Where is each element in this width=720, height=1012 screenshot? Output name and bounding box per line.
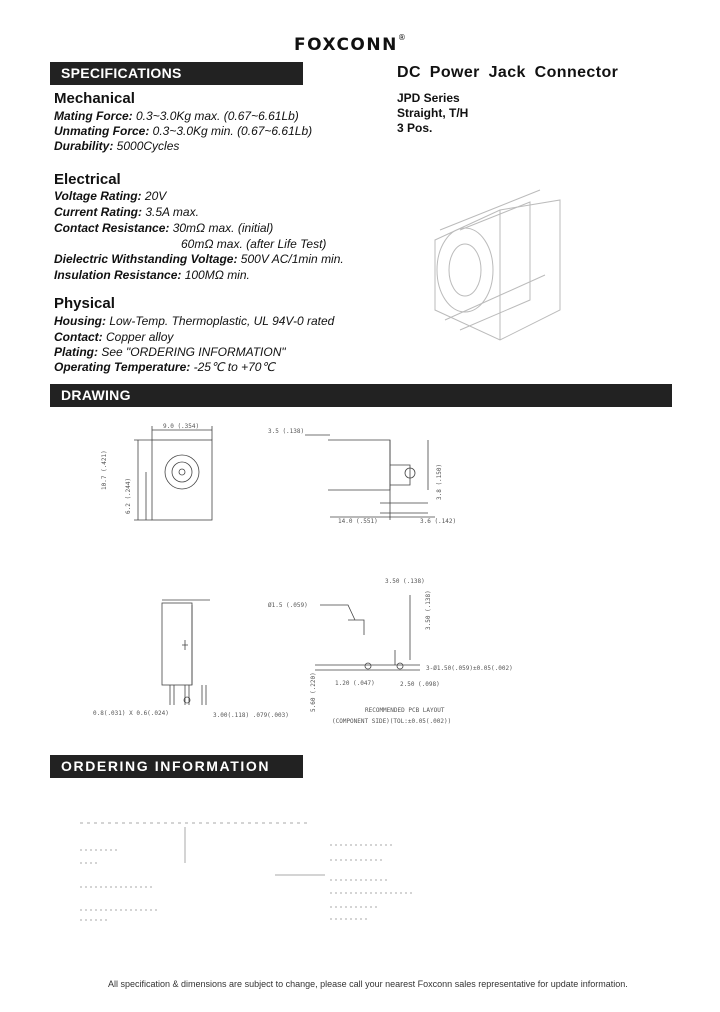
footer-disclaimer: All specification & dimensions are subject to change, please call your nearest Foxconn sales representative for update information.	[108, 979, 628, 989]
ordering-code-diagram	[80, 815, 440, 935]
dim-pcb-left: 5.60 (.220)	[310, 672, 317, 712]
spec-unmating-force: Unmating Force: 0.3~3.0Kg min. (0.67~6.61Lb)	[54, 124, 313, 138]
product-title: DC Power Jack Connector	[397, 64, 619, 81]
dim-side-right: 3.6 (.142)	[420, 518, 457, 525]
pcb-caption-2: (COMPONENT SIDE)(TOL:±0.05(.002))	[332, 718, 452, 725]
dim-front-note: 0.8(.031) X 0.6(.024)	[93, 710, 169, 717]
dim-pcb-note: Ø1.5 (.059)	[268, 602, 308, 609]
spec-plating: Plating: See "ORDERING INFORMATION"	[54, 345, 286, 359]
foxconn-logo: FOXCONN®	[294, 33, 408, 55]
spec-insulation-resistance: Insulation Resistance: 100MΩ min.	[54, 268, 250, 282]
spec-contact-resistance-after: 60mΩ max. (after Life Test)	[181, 237, 327, 251]
dim-pcb-right: 3.50 (.138)	[425, 590, 432, 630]
ordering-information-header: ORDERING INFORMATION	[50, 755, 303, 778]
drawing-header: DRAWING	[50, 384, 672, 407]
dim-pcb-holes: 3-Ø1.50(.059)±0.05(.002)	[426, 665, 513, 672]
dim-side-vertical: 3.8 (.150)	[436, 463, 443, 500]
spec-voltage-rating: Voltage Rating: 20V	[54, 189, 167, 203]
pin-view-drawing	[150, 595, 230, 715]
dim-top-left: 9.0 (.354)	[163, 423, 200, 430]
spec-current-rating: Current Rating: 3.5A max.	[54, 205, 199, 219]
dim-side-bottom: 14.0 (.551)	[338, 518, 378, 525]
product-type: Straight, T/H	[397, 106, 469, 120]
spec-dielectric-voltage: Dielectric Withstanding Voltage: 500V AC/1min min.	[54, 252, 344, 266]
dim-front-bottom: 3.00(.118) .079(.003)	[213, 712, 289, 719]
specifications-header: SPECIFICATIONS	[50, 62, 303, 85]
spec-housing: Housing: Low-Temp. Thermoplastic, UL 94V-0 rated	[54, 314, 335, 328]
spec-contact-resistance: Contact Resistance: 30mΩ max. (initial)	[54, 221, 274, 235]
dim-side-top: 3.5 (.138)	[268, 428, 305, 435]
dim-left-2: 6.2 (.244)	[125, 477, 132, 514]
electrical-heading: Electrical	[54, 171, 121, 188]
spec-mating-force: Mating Force: 0.3~3.0Kg max. (0.67~6.61Lb)	[54, 109, 299, 123]
dim-pcb-top: 3.50 (.138)	[385, 578, 425, 585]
pcb-caption-1: RECOMMENDED PCB LAYOUT	[365, 707, 445, 714]
front-view-drawing	[130, 420, 220, 520]
product-series: JPD Series	[397, 91, 460, 105]
side-view-drawing	[300, 425, 440, 525]
spec-durability: Durability: 5000Cycles	[54, 139, 180, 153]
product-positions: 3 Pos.	[397, 121, 433, 135]
dim-left-1: 10.7 (.421)	[101, 450, 108, 490]
mechanical-heading: Mechanical	[54, 90, 135, 107]
spec-contact: Contact: Copper alloy	[54, 330, 174, 344]
spec-operating-temperature: Operating Temperature: -25℃ to +70℃	[54, 360, 275, 374]
connector-3d-illustration	[420, 180, 580, 350]
dim-pcb-2: 2.50 (.098)	[400, 681, 440, 688]
physical-heading: Physical	[54, 295, 115, 312]
pcb-layout-drawing	[300, 590, 440, 690]
dim-pcb-1: 1.20 (.047)	[335, 680, 375, 687]
